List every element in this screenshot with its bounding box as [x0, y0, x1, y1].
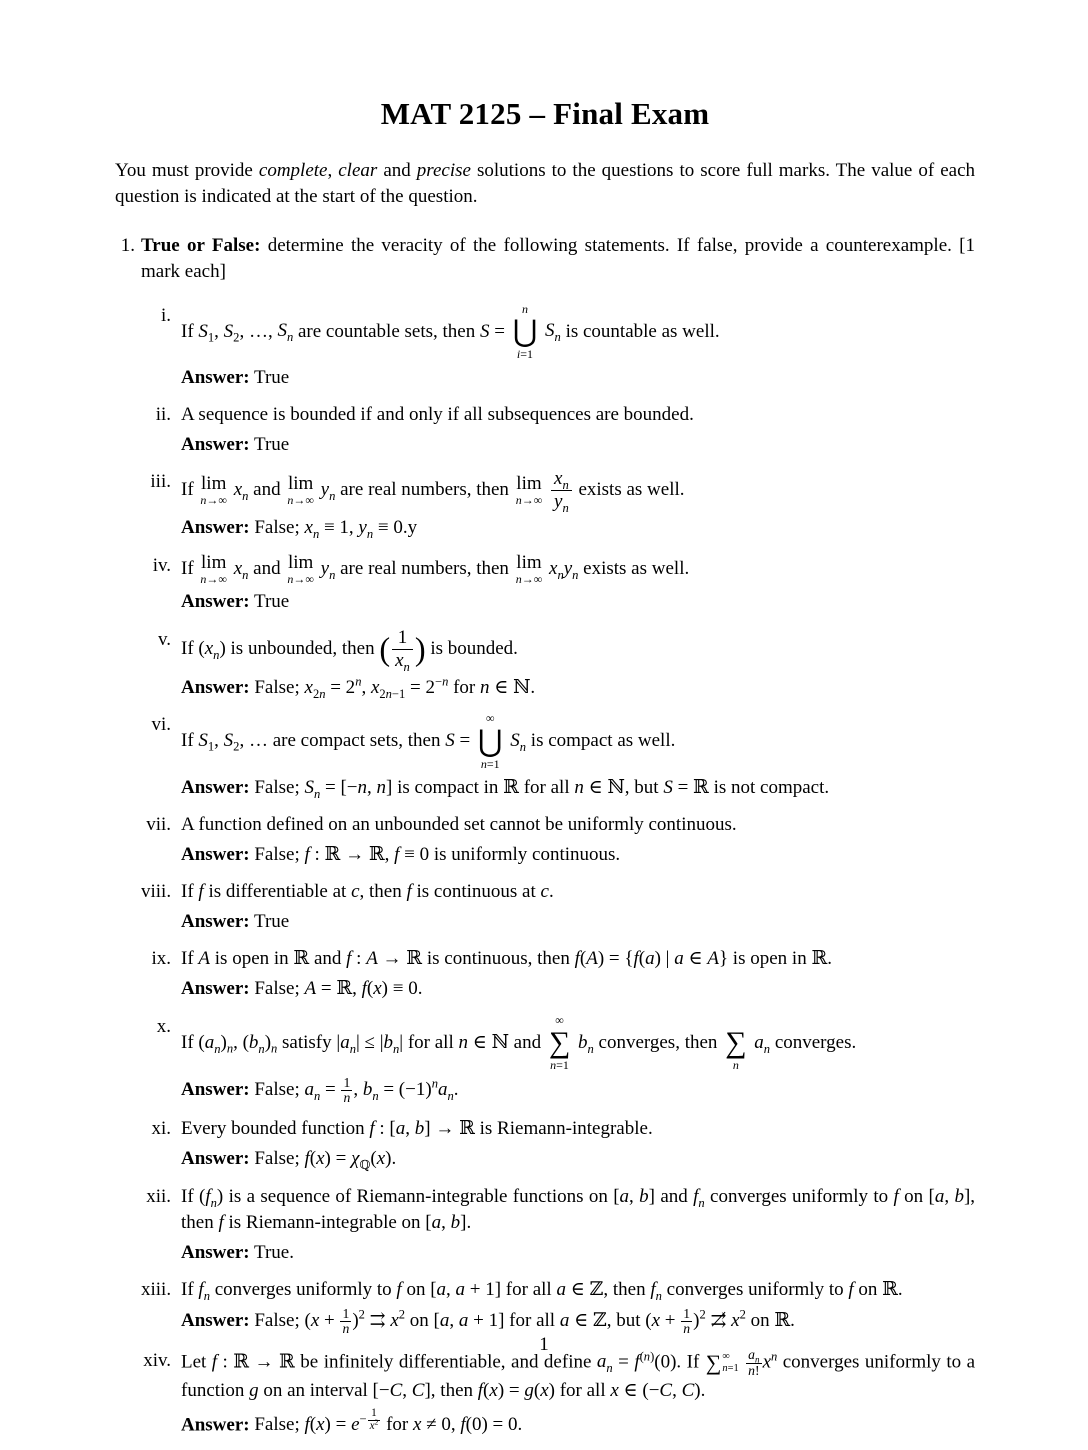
item-statement: Let f : ℝ → ℝ be infinitely differentiable, and define $a_n = f^{(n)}(0)$. If ∑ ∞ n=1 $\frac{a_n}{n!}$ $x^n$ converges uniformly to a function g on an interval [−C, C], then f(x) = g(x) for all x ∈ (−C, C).	[181, 1347, 976, 1402]
item-statement: If f is differentiable at c, then f is continuous at c.	[181, 881, 554, 903]
item-numeral: x.	[156, 1015, 171, 1037]
item-statement: If lim n→∞ $x_n$ and lim n→∞ $y_n$ are real numbers, then lim n→∞ $x_ny_n$ exists as well.	[181, 551, 690, 586]
answer-text: False; $S_n = [-n$, n] is compact in ℝ for all n ∈ ℕ, but S = ℝ is not compact.	[254, 776, 830, 801]
item-body	[181, 712, 975, 801]
answer-label: Answer:	[181, 1078, 250, 1100]
item-answer	[181, 842, 975, 869]
item-body	[181, 303, 975, 392]
answer-text: False; $f(x) = e^{- \frac{1}{x^2}}$ for x ≠ 0, f(0) = 0.	[254, 1406, 523, 1436]
item-body	[181, 1116, 975, 1172]
item-numeral: xiv.	[143, 1349, 171, 1371]
item-body	[181, 1184, 975, 1267]
page-number: 1	[539, 1334, 549, 1355]
answer-label: Answer:	[181, 433, 250, 455]
item-body	[181, 469, 975, 541]
answer-text: False; $a_n$ = $\frac{1}{n}$ , $b_n = (-1)^na_n$.	[254, 1074, 459, 1106]
item-statement: A function defined on an unbounded set cannot be uniformly continuous.	[181, 814, 737, 836]
item-statement: If lim n→∞ $x_n$ and lim n→∞ $y_n$ are real numbers, then lim n→∞ $\frac{x_n}{y_n}$ exists as well.	[181, 468, 685, 516]
question-1	[115, 233, 975, 1450]
item-numeral: v.	[157, 628, 171, 650]
item-statement: If $S_1$, $S_2$, … are compact sets, then S = ∞ ⋃ n=1 $S_n$ is compact as well.	[181, 711, 676, 771]
item-answer	[181, 1307, 975, 1337]
item-statement: If $f_n$ converges uniformly to f on [a, a + 1] for all a ∈ ℤ, then $f_n$ converges uniformly to f on ℝ.	[181, 1279, 903, 1304]
exam-item-xiv	[141, 1348, 975, 1439]
answer-label: Answer:	[181, 1241, 250, 1263]
item-statement: If $(a_n)_n$, $(b_n)_n$ satisfy $|a_n| \le |b_n|$ for all n ∈ ℕ and ∞ ∑ n=1 $b_n$ converges, then ∑ n $a_n$ converges.	[181, 1012, 857, 1072]
question-heading: True or False: determine the veracity of the following statements. If false, provide a counterexample. [1 mark each]	[141, 235, 976, 282]
item-body	[181, 553, 975, 616]
answer-text: True.	[254, 1241, 294, 1263]
exam-item-viii	[141, 879, 975, 935]
item-numeral: iii.	[150, 471, 171, 493]
item-list	[141, 303, 975, 1440]
item-statement: Every bounded function f : [a, b] → ℝ is Riemann-integrable.	[181, 1118, 653, 1140]
answer-text: True	[254, 910, 290, 932]
answer-label: Answer:	[181, 517, 250, 539]
item-answer	[181, 432, 975, 459]
item-numeral: vii.	[146, 814, 171, 836]
question-number: 1.	[120, 235, 135, 257]
answer-label: Answer:	[181, 776, 250, 798]
item-body	[181, 879, 975, 935]
page-title: MAT 2125 – Final Exam	[380, 96, 710, 131]
item-answer	[181, 1240, 975, 1267]
answer-text: False; $x_n \equiv 1$, $y_n \equiv 0.y$	[254, 517, 418, 542]
item-numeral: xiii.	[141, 1279, 172, 1301]
item-statement: If A is open in ℝ and f : A → ℝ is continuous, then f(A) = {f(a) | a ∈ A} is open in ℝ.	[181, 948, 832, 970]
item-answer	[181, 1408, 975, 1439]
exam-item-x	[141, 1014, 975, 1106]
answer-label: Answer:	[181, 843, 250, 865]
answer-label: Answer:	[181, 366, 250, 388]
exam-item-iv	[141, 553, 975, 616]
question-body	[141, 233, 975, 1450]
intro-paragraph: You must provide complete, clear and precise solutions to the questions to score full marks. The value of each question is indicated at the start of the question.	[115, 160, 976, 207]
item-body	[181, 812, 975, 868]
answer-label: Answer:	[181, 676, 250, 698]
item-statement: A sequence is bounded if and only if all subsequences are bounded.	[181, 404, 694, 426]
exam-item-ix	[141, 946, 975, 1002]
item-numeral: ii.	[155, 404, 171, 426]
item-numeral: i.	[160, 304, 171, 326]
exam-item-i	[141, 303, 975, 392]
item-answer	[181, 976, 975, 1003]
answer-text: False; $x_{2n} = 2^n$, $x_{2n-1} = 2^{-n}$ for n ∈ ℕ.	[254, 674, 536, 701]
item-body	[181, 1348, 975, 1439]
answer-text: False; $f(x) = \chi_ℚ(x)$.	[254, 1148, 397, 1172]
item-answer	[181, 365, 975, 392]
answer-label: Answer:	[181, 910, 250, 932]
exam-item-iii	[141, 469, 975, 541]
item-answer	[181, 909, 975, 936]
exam-item-vi	[141, 712, 975, 801]
exam-item-v	[141, 627, 975, 702]
answer-label: Answer:	[181, 1310, 250, 1332]
item-numeral: xi.	[151, 1118, 171, 1140]
answer-label: Answer:	[181, 1148, 250, 1170]
item-numeral: iv.	[152, 554, 171, 576]
item-answer	[181, 1146, 975, 1173]
item-answer	[181, 775, 975, 802]
item-answer	[181, 589, 975, 616]
answer-label: Answer:	[181, 978, 250, 1000]
item-statement: If $(x_n)$ is unbounded, then ( $\frac{1}{x_n}$ ) is bounded.	[181, 626, 518, 674]
answer-text: False; A = ℝ, f(x) ≡ 0.	[254, 978, 423, 1000]
item-numeral: ix.	[151, 948, 171, 970]
item-answer	[181, 675, 975, 702]
item-statement: If $(f_n)$ is a sequence of Riemann-integrable functions on [a, b] and $f_n$ converges uniformly to f on [a, b], then f is Riemann-integrable on [a, b].	[181, 1185, 976, 1234]
answer-text: False; f : ℝ → ℝ, f ≡ 0 is uniformly continuous.	[254, 843, 621, 865]
item-numeral: viii.	[141, 881, 172, 903]
exam-item-xiii	[141, 1277, 975, 1336]
item-body	[181, 1014, 975, 1106]
exam-item-ii	[141, 402, 975, 458]
item-numeral: vi.	[151, 714, 171, 736]
answer-text: False; (x + $\frac{1}{n}$ )$^2$ ⇉ $x^2$ on [a, a + 1] for all a ∈ ℤ, but (x + $\frac{1}{n}$ )$^2$ ⇉̸ $x^2$ on ℝ.	[254, 1306, 795, 1337]
answer-text: True	[254, 366, 290, 388]
exam-item-xi	[141, 1116, 975, 1172]
exam-item-vii	[141, 812, 975, 868]
item-answer	[181, 515, 975, 542]
item-answer	[181, 1076, 975, 1106]
item-numeral: xii.	[146, 1185, 171, 1207]
item-statement: If $S_1$, $S_2$, …, $S_n$ are countable sets, then S = n ⋃ i=1 $S_n$ is countable as well.	[181, 301, 720, 361]
item-body	[181, 1277, 975, 1336]
answer-text: True	[254, 591, 290, 613]
item-body	[181, 946, 975, 1002]
answer-label: Answer:	[181, 591, 250, 613]
item-body	[181, 402, 975, 458]
item-body	[181, 627, 975, 702]
answer-text: True	[254, 433, 290, 455]
answer-label: Answer:	[181, 1414, 250, 1436]
exam-item-xii	[141, 1184, 975, 1267]
